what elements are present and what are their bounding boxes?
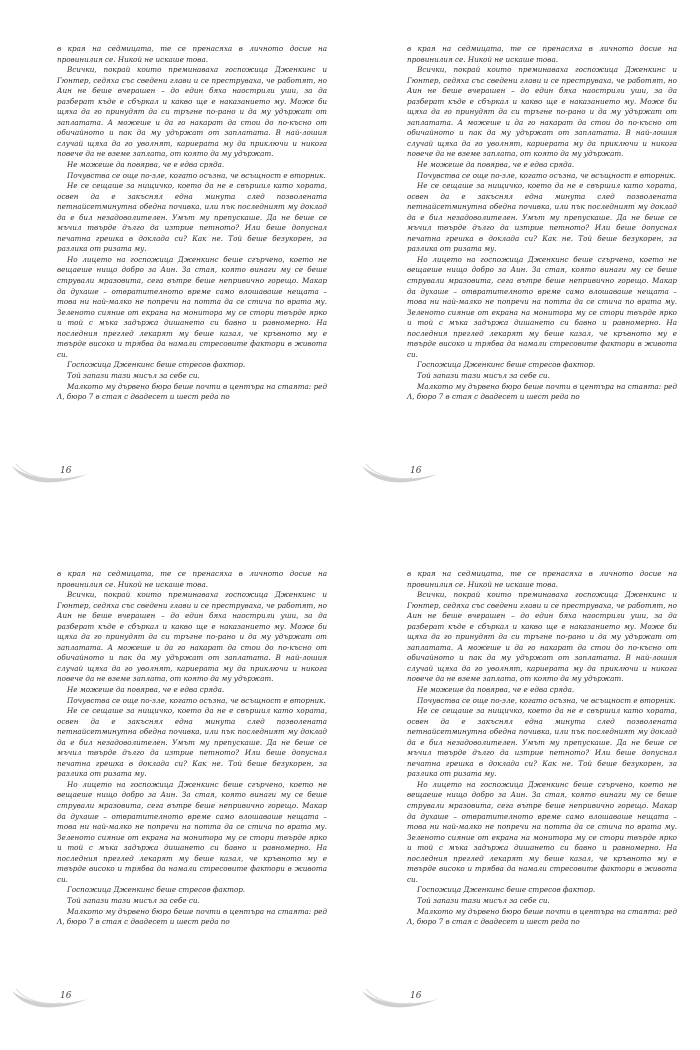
paragraph: Госпожица Дженкинс беше стресов фактор. xyxy=(67,885,246,895)
decorative-swoosh xyxy=(360,987,440,1015)
page-text xyxy=(407,44,677,403)
paragraph: в края на седмицата, те се пренасяха в личното досие на провинилия се. Никой не искаше това. xyxy=(407,44,677,64)
paragraph: Но лицето на госпожица Дженкинс беше сгърчено, което не вещаеше нищо добро за Аин. За стая, която винаги му се беше стрували мразовита, сега вътре беше непривично горещо. Макар да духаше – отвратителното време само влошаваше нещата – това ни най-малко не попречи на потта да се стича по врата му. Зеленото сияние от екрана на монитора му се стори твърде ярко и той с мъка задържа дишането си бавно и равномерно. На последния преглед лекарят му беше казал, че кръвното му е твърде високо и трябва да намали стресовите фактори в живота си. xyxy=(407,254,677,359)
decorative-swoosh xyxy=(10,462,90,490)
decorative-swoosh xyxy=(10,987,90,1015)
paragraph: Не се сещаше за нищичко, което да не е свършил като хората, освен да е закъснял една минута след позволената петнайсетминутна обедна почивка, или пък последният му доклад да е бил незадоволителен. Умът му препускаше. Да не беше се мъчил твърде дълго да изтрие петното? Или беше допуснал печатна грешка в доклада си? Как не. Той беше безукорен, за разлика от ризата му. xyxy=(407,181,677,254)
paragraph: Всички, покрай които преминаваха госпожица Дженкинс и Гюнтер, седяха със сведени глави и се преструвaха, че работят, но Аин не беше вчерашен – до един бяха наострили уши, за да разберат къде е сбъркал и какво ще е наказанието му. Може би щяха да го принудят да си тръгне по-рано и да му удържат от заплатата. А можеше и да го накарат да стои до по-късно от обичайното и пак да му удържат от заплатата. В най-лошия случай щяха да го уволнят, кариерата му да приключи и никога повече да не вземе заплата, от която да му удържат. xyxy=(57,590,327,684)
paragraph: Почувства се още по-зле, когато осъзна, че всъщност е вторник. xyxy=(67,170,326,180)
paragraph: Не се сещаше за нищичко, което да не е свършил като хората, освен да е закъснял една минута след позволената петнайсетминутна обедна почивка, или пък последният му доклад да е бил незадоволителен. Умът му препускаше. Да не беше се мъчил твърде дълго да изтрие петното? Или беше допуснал печатна грешка в доклада си? Как не. Той беше безукорен, за разлика от ризата му. xyxy=(57,181,327,254)
decorative-swoosh xyxy=(360,462,440,490)
paragraph: Почувства се още по-зле, когато осъзна, че всъщност е вторник. xyxy=(417,695,676,705)
paragraph: Той запази тази мисъл за себе си. xyxy=(417,895,550,905)
paragraph: Не можеше да повярва, че е едва сряда. xyxy=(417,685,575,695)
page-text xyxy=(57,44,327,403)
paragraph: Почувства се още по-зле, когато осъзна, че всъщност е вторник. xyxy=(417,170,676,180)
page-number: 16 xyxy=(60,991,72,1001)
book-page-top-left xyxy=(0,0,350,525)
paragraph: в края на седмицата, те се пренасяха в личното досие на провинилия се. Никой не искаше това. xyxy=(57,569,327,589)
page-number: 16 xyxy=(410,991,422,1001)
paragraph: Не се сещаше за нищичко, което да не е свършил като хората, освен да е закъснял една минута след позволената петнайсетминутна обедна почивка, или пък последният му доклад да е бил незадоволителен. Умът му препускаше. Да не беше се мъчил твърде дълго да изтрие петното? Или беше допуснал печатна грешка в доклада си? Как не. Той беше безукорен, за разлика от ризата му. xyxy=(57,706,327,779)
paragraph: Всички, покрай които преминаваха госпожица Дженкинс и Гюнтер, седяха със сведени глави и се преструвaха, че работят, но Аин не беше вчерашен – до един бяха наострили уши, за да разберат къде е сбъркал и какво ще е наказанието му. Може би щяха да го принудят да си тръгне по-рано и да му удържат от заплатата. А можеше и да го накарат да стои до по-късно от обичайното и пак да му удържат от заплатата. В най-лошия случай щяха да го уволнят, кариерата му да приключи и никога повече да не вземе заплата, от която да му удържат. xyxy=(407,65,677,159)
paragraph: Малкото му дървено бюро беше почти в центъра на стаята: ред Λ, бюро 7 в стая с двадесет и шест реда по xyxy=(407,381,677,402)
paragraph: Малкото му дървено бюро беше почти в центъра на стаята: ред Λ, бюро 7 в стая с двадесет и шест реда по xyxy=(407,906,677,927)
paragraph: Той запази тази мисъл за себе си. xyxy=(67,895,200,905)
paragraph: Не можеше да повярва, че е едва сряда. xyxy=(67,685,225,695)
paragraph: Не можеше да повярва, че е едва сряда. xyxy=(417,160,575,170)
paragraph: Госпожица Дженкинс беше стресов фактор. xyxy=(417,360,596,370)
book-page-bottom-right xyxy=(350,525,700,1050)
book-page-bottom-left xyxy=(0,525,350,1050)
paragraph: в края на седмицата, те се пренасяха в личното досие на провинилия се. Никой не искаше това. xyxy=(57,44,327,64)
paragraph: Не се сещаше за нищичко, което да не е свършил като хората, освен да е закъснял една минута след позволената петнайсетминутна обедна почивка, или пък последният му доклад да е бил незадоволителен. Умът му препускаше. Да не беше се мъчил твърде дълго да изтрие петното? Или беше допуснал печатна грешка в доклада си? Как не. Той беше безукорен, за разлика от ризата му. xyxy=(407,706,677,779)
paragraph: Госпожица Дженкинс беше стресов фактор. xyxy=(67,360,246,370)
paragraph: Той запази тази мисъл за себе си. xyxy=(67,370,200,380)
page-number: 16 xyxy=(410,466,422,476)
paragraph: Той запази тази мисъл за себе си. xyxy=(417,370,550,380)
paragraph: Не можеше да повярва, че е едва сряда. xyxy=(67,160,225,170)
paragraph: Почувства се още по-зле, когато осъзна, че всъщност е вторник. xyxy=(67,695,326,705)
paragraph: Но лицето на госпожица Дженкинс беше сгърчено, което не вещаеше нищо добро за Аин. За стая, която винаги му се беше стрували мразовита, сега вътре беше непривично горещо. Макар да духаше – отвратителното време само влошаваше нещата – това ни най-малко не попречи на потта да се стича по врата му. Зеленото сияние от екрана на монитора му се стори твърде ярко и той с мъка задържа дишането си бавно и равномерно. На последния преглед лекарят му беше казал, че кръвното му е твърде високо и трябва да намали стресовите фактори в живота си. xyxy=(57,779,327,884)
paragraph: Госпожица Дженкинс беше стресов фактор. xyxy=(417,885,596,895)
page-number: 16 xyxy=(60,466,72,476)
page-text xyxy=(407,569,677,928)
paragraph: Всички, покрай които преминаваха госпожица Дженкинс и Гюнтер, седяха със сведени глави и се преструвaха, че работят, но Аин не беше вчерашен – до един бяха наострили уши, за да разберат къде е сбъркал и какво ще е наказанието му. Може би щяха да го принудят да си тръгне по-рано и да му удържат от заплатата. А можеше и да го накарат да стои до по-късно от обичайното и пак да му удържат от заплатата. В най-лошия случай щяха да го уволнят, кариерата му да приключи и никога повече да не вземе заплата, от която да му удържат. xyxy=(407,590,677,684)
paragraph: Но лицето на госпожица Дженкинс беше сгърчено, което не вещаеше нищо добро за Аин. За стая, която винаги му се беше стрували мразовита, сега вътре беше непривично горещо. Макар да духаше – отвратителното време само влошаваше нещата – това ни най-малко не попречи на потта да се стича по врата му. Зеленото сияние от екрана на монитора му се стори твърде ярко и той с мъка задържа дишането си бавно и равномерно. На последния преглед лекарят му беше казал, че кръвното му е твърде високо и трябва да намали стресовите фактори в живота си. xyxy=(57,254,327,359)
paragraph: Малкото му дървено бюро беше почти в центъра на стаята: ред Λ, бюро 7 в стая с двадесет и шест реда по xyxy=(57,381,327,402)
paragraph: Всички, покрай които преминаваха госпожица Дженкинс и Гюнтер, седяха със сведени глави и се преструвaха, че работят, но Аин не беше вчерашен – до един бяха наострили уши, за да разберат къде е сбъркал и какво ще е наказанието му. Може би щяха да го принудят да си тръгне по-рано и да му удържат от заплатата. А можеше и да го накарат да стои до по-късно от обичайното и пак да му удържат от заплатата. В най-лошия случай щяха да го уволнят, кариерата му да приключи и никога повече да не вземе заплата, от която да му удържат. xyxy=(57,65,327,159)
paragraph: Но лицето на госпожица Дженкинс беше сгърчено, което не вещаеше нищо добро за Аин. За стая, която винаги му се беше стрували мразовита, сега вътре беше непривично горещо. Макар да духаше – отвратителното време само влошаваше нещата – това ни най-малко не попречи на потта да се стича по врата му. Зеленото сияние от екрана на монитора му се стори твърде ярко и той с мъка задържа дишането си бавно и равномерно. На последния преглед лекарят му беше казал, че кръвното му е твърде високо и трябва да намали стресовите фактори в живота си. xyxy=(407,779,677,884)
paragraph: в края на седмицата, те се пренасяха в личното досие на провинилия се. Никой не искаше това. xyxy=(407,569,677,589)
page-text xyxy=(57,569,327,928)
paragraph: Малкото му дървено бюро беше почти в центъра на стаята: ред Λ, бюро 7 в стая с двадесет и шест реда по xyxy=(57,906,327,927)
book-page-top-right xyxy=(350,0,700,525)
